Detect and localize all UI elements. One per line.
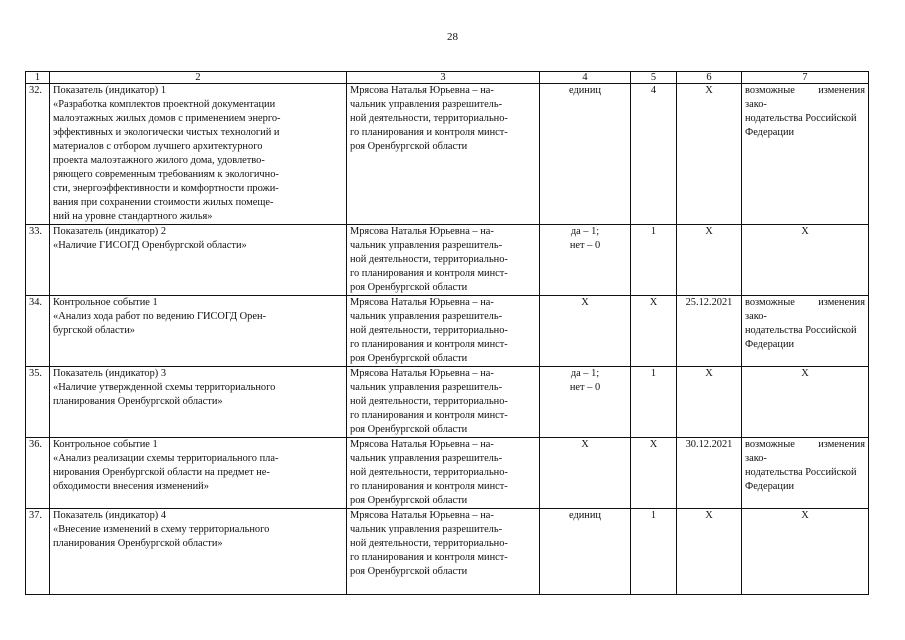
responsible-cell-line: чальник управления разрешитель- (350, 382, 503, 393)
value-cell (631, 509, 677, 595)
responsible-cell-line: ной деятельности, территориально- (350, 396, 508, 407)
date-cell (677, 225, 742, 296)
value-cell (631, 296, 677, 367)
row-number-cell (26, 84, 50, 225)
unit-cell (540, 296, 631, 367)
unit-cell-line: Х (581, 297, 589, 308)
responsible-cell-line: Мрясова Наталья Юрьевна – на- (350, 439, 494, 450)
note-cell-line: нодательства Российской (745, 467, 857, 478)
responsible-cell-line: го планирования и контроля минст- (350, 127, 508, 138)
note-cell-line: Федерации (745, 339, 795, 350)
responsible-cell-line: роя Оренбургской области (350, 282, 468, 293)
note-cell (742, 438, 869, 509)
value-cell (631, 438, 677, 509)
indicator-cell-line: Показатель (индикатор) 2 (53, 226, 167, 237)
page-number: 28 (447, 31, 458, 43)
note-cell (742, 509, 869, 595)
indicator-cell-line: планирования Оренбургской области» (53, 538, 223, 549)
note-cell-line: возможные изменения зако- (745, 297, 865, 322)
unit-cell-line: да – 1; (570, 368, 600, 379)
header-row (26, 72, 869, 84)
header-cell: 4 (540, 72, 631, 84)
indicator-cell (50, 509, 347, 595)
indicator-cell-line: «Анализ хода работ по ведению ГИСОГД Орен- (53, 311, 267, 322)
unit-cell-line: единиц (568, 510, 601, 521)
responsible-cell-line: Мрясова Наталья Юрьевна – на- (350, 226, 494, 237)
unit-cell-line: единиц (568, 85, 601, 96)
responsible-cell-line: чальник управления разрешитель- (350, 99, 503, 110)
note-cell-line: Х (801, 368, 809, 379)
row-number-cell (26, 225, 50, 296)
unit-cell-line: нет – 0 (569, 382, 601, 393)
responsible-cell-line: го планирования и контроля минст- (350, 268, 508, 279)
value-cell-line: 1 (650, 510, 657, 521)
date-cell-line: Х (705, 368, 713, 379)
date-cell (677, 84, 742, 225)
unit-cell-line: нет – 0 (569, 240, 601, 251)
responsible-cell-line: ной деятельности, территориально- (350, 254, 508, 265)
value-cell (631, 84, 677, 225)
row-number-cell (26, 438, 50, 509)
indicator-cell-line: проекта малоэтажного жилого дома, удовлетво- (53, 155, 265, 166)
indicator-cell (50, 367, 347, 438)
responsible-cell-line: Мрясова Наталья Юрьевна – на- (350, 297, 494, 308)
indicator-cell-line: планирования Оренбургской области» (53, 396, 223, 407)
responsible-cell-line: чальник управления разрешитель- (350, 311, 503, 322)
note-cell-line: Федерации (745, 481, 795, 492)
indicator-cell-line: бургской области» (53, 325, 135, 336)
date-cell-line: Х (705, 226, 713, 237)
table-row (26, 296, 869, 367)
responsible-cell-line: чальник управления разрешитель- (350, 453, 503, 464)
header-cell: 2 (50, 72, 347, 84)
row-number-cell (26, 296, 50, 367)
note-cell-line: Х (801, 510, 809, 521)
responsible-cell-line: ной деятельности, территориально- (350, 325, 508, 336)
unit-cell (540, 438, 631, 509)
responsible-cell-line: го планирования и контроля минст- (350, 410, 508, 421)
row-number-cell-line: 35. (29, 368, 42, 379)
date-cell-line: 25.12.2021 (685, 297, 733, 308)
header-cell: 3 (347, 72, 540, 84)
responsible-cell-line: роя Оренбургской области (350, 495, 468, 506)
responsible-cell (347, 296, 540, 367)
unit-cell-line: Х (581, 439, 589, 450)
value-cell-line: 1 (650, 368, 657, 379)
responsible-cell (347, 509, 540, 595)
table-row (26, 84, 869, 225)
indicator-cell-line: ряющего современным требованиям к экологично- (53, 169, 279, 180)
note-cell-line: Федерации (745, 127, 795, 138)
indicator-cell-line: Показатель (индикатор) 3 (53, 368, 167, 379)
note-cell (742, 367, 869, 438)
indicator-cell (50, 296, 347, 367)
responsible-cell (347, 438, 540, 509)
responsible-cell-line: чальник управления разрешитель- (350, 524, 503, 535)
unit-cell (540, 84, 631, 225)
table-row (26, 225, 869, 296)
value-cell (631, 225, 677, 296)
header-cell: 5 (631, 72, 677, 84)
indicator-cell-line: сти, энергоэффективности и комфортности прожи- (53, 183, 279, 194)
responsible-cell-line: го планирования и контроля минст- (350, 552, 508, 563)
indicator-cell-line: «Наличие утвержденной схемы территориального (53, 382, 276, 393)
responsible-cell (347, 225, 540, 296)
indicator-cell-line: Контрольное событие 1 (53, 439, 158, 450)
indicator-cell (50, 225, 347, 296)
table-row (26, 438, 869, 509)
responsible-cell (347, 367, 540, 438)
row-number-cell-line: 34. (29, 297, 42, 308)
indicator-cell-line: эффективных и экологически чистых технологий и (53, 127, 280, 138)
header-cell: 6 (677, 72, 742, 84)
value-cell-line: 1 (650, 226, 657, 237)
responsible-cell-line: ной деятельности, территориально- (350, 113, 508, 124)
header-cell: 1 (26, 72, 50, 84)
indicator-cell-line: «Наличие ГИСОГД Оренбургской области» (53, 240, 247, 251)
date-cell-line: Х (705, 85, 713, 96)
row-number-cell-line: 37. (29, 510, 42, 521)
responsible-cell-line: ной деятельности, территориально- (350, 467, 508, 478)
unit-cell (540, 367, 631, 438)
date-cell (677, 509, 742, 595)
indicator-cell-line: вания при сохранении стоимости жилых помеще- (53, 197, 274, 208)
indicator-cell-line: материалов с отбором лучшего архитектурного (53, 141, 263, 152)
responsible-cell-line: Мрясова Наталья Юрьевна – на- (350, 368, 494, 379)
row-number-cell-line: 33. (29, 226, 42, 237)
note-cell (742, 84, 869, 225)
note-cell-line: нодательства Российской (745, 113, 857, 124)
responsible-cell-line: роя Оренбургской области (350, 353, 468, 364)
indicator-cell-line: нирования Оренбургской области на предмет не- (53, 467, 270, 478)
table-row (26, 367, 869, 438)
indicator-table (25, 71, 869, 595)
indicator-cell-line: обходимости внесения изменений» (53, 481, 209, 492)
date-cell (677, 438, 742, 509)
row-number-cell-line: 32. (29, 85, 42, 96)
value-cell-line: Х (649, 297, 658, 308)
responsible-cell-line: го планирования и контроля минст- (350, 481, 508, 492)
responsible-cell-line: чальник управления разрешитель- (350, 240, 503, 251)
responsible-cell-line: роя Оренбургской области (350, 566, 468, 577)
date-cell (677, 367, 742, 438)
date-cell-line: Х (705, 510, 713, 521)
responsible-cell-line: роя Оренбургской области (350, 141, 468, 152)
note-cell-line: Х (801, 226, 809, 237)
date-cell (677, 296, 742, 367)
responsible-cell-line: Мрясова Наталья Юрьевна – на- (350, 510, 494, 521)
indicator-cell-line: «Внесение изменений в схему территориального (53, 524, 270, 535)
row-number-cell-line: 36. (29, 439, 42, 450)
date-cell-line: 30.12.2021 (685, 439, 733, 450)
indicator-cell-line: Контрольное событие 1 (53, 297, 158, 308)
indicator-cell-line: Показатель (индикатор) 1 (53, 85, 167, 96)
header-cell: 7 (742, 72, 869, 84)
responsible-cell (347, 84, 540, 225)
note-cell (742, 225, 869, 296)
indicator-cell-line: «Разработка комплектов проектной документации (53, 99, 276, 110)
unit-cell-line: да – 1; (570, 226, 600, 237)
value-cell (631, 367, 677, 438)
indicator-cell-line: Показатель (индикатор) 4 (53, 510, 167, 521)
responsible-cell-line: го планирования и контроля минст- (350, 339, 508, 350)
responsible-cell-line: Мрясова Наталья Юрьевна – на- (350, 85, 494, 96)
indicator-cell-line: малоэтажных жилых домов с применением энерго- (53, 113, 281, 124)
note-cell (742, 296, 869, 367)
responsible-cell-line: ной деятельности, территориально- (350, 538, 508, 549)
note-cell-line: возможные изменения зако- (745, 85, 865, 110)
row-number-cell (26, 509, 50, 595)
unit-cell (540, 509, 631, 595)
unit-cell (540, 225, 631, 296)
responsible-cell-line: роя Оренбургской области (350, 424, 468, 435)
note-cell-line: нодательства Российской (745, 325, 857, 336)
value-cell-line: Х (649, 439, 658, 450)
indicator-cell (50, 438, 347, 509)
table-row (26, 509, 869, 595)
note-cell-line: возможные изменения зако- (745, 439, 865, 464)
indicator-cell (50, 84, 347, 225)
indicator-cell-line: ний на уровне стандартного жилья» (53, 211, 213, 222)
indicator-cell-line: «Анализ реализации схемы территориального пла- (53, 453, 279, 464)
row-number-cell (26, 367, 50, 438)
value-cell-line: 4 (650, 85, 657, 96)
